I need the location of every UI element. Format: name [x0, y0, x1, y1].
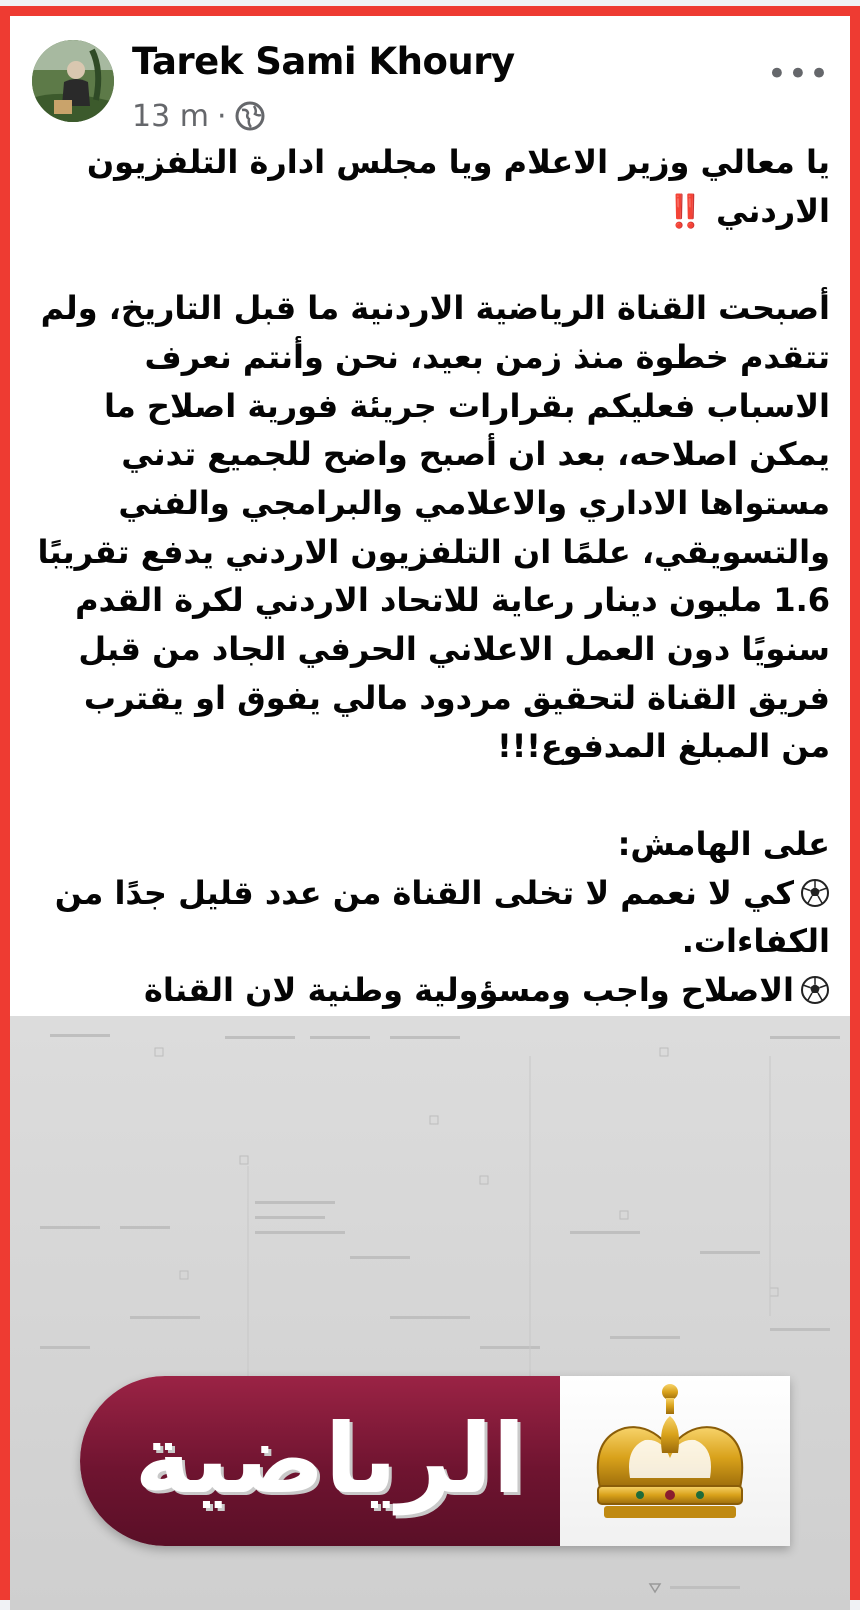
margin-title: على الهامش:	[617, 824, 830, 863]
double-exclamation-icon: ‼️	[664, 191, 705, 230]
post-meta	[132, 98, 266, 134]
post-image[interactable]	[10, 1016, 850, 1610]
post-line-1: يا معالي وزير الاعلام ويا مجلس ادارة التلفزيون	[86, 143, 830, 181]
globe-icon[interactable]	[234, 100, 266, 132]
meta-separator: ·	[216, 98, 227, 134]
author-name[interactable]: Tarek Sami Khoury	[132, 40, 515, 83]
author-avatar[interactable]	[32, 40, 114, 122]
paragraph-gap	[30, 771, 830, 820]
post-card	[0, 6, 860, 1600]
post-header	[24, 32, 836, 132]
post-time[interactable]: 13 m	[132, 98, 209, 134]
soccer-ball-icon	[800, 878, 830, 908]
logo-maroon-panel	[80, 1376, 560, 1546]
post-body	[30, 138, 830, 1063]
bullet-item-2: الاصلاح واجب ومسؤولية وطنية لان القناة	[30, 966, 830, 1063]
channel-logo-banner	[80, 1376, 790, 1546]
more-options-button[interactable]: •••	[766, 54, 830, 94]
post-paragraph-main: أصبحت القناة الرياضية الاردنية ما قبل التاريخ، ولم تتقدم خطوة منذ زمن بعيد، نحن وأنتم نعرف الاسباب فعليكم بقرارات جريئة فورية اصلاح ما يمكن اصلاحه، بعد ان أصبح واضح للجميع تدني مستواها الاداري والاعلامي والبرامجي والفني والتسويقي، علمًا ان التلفزيون الاردني يدفع تقريبًا 1.6 مليون دينار رعاية للاتحاد الاردني لكرة القدم سنويًا دون العمل الاعلاني الحرفي الجاد من قبل فريق القناة لتحقيق مردود مالي يفوق او يقترب من المبلغ المدفوع!!!	[37, 289, 830, 766]
post-line-2: الاردني ‼️	[664, 191, 830, 230]
bullet-item-1: كي لا نعمم لا تخلى القناة من عدد قليل جدًا من الكفاءات.	[54, 873, 830, 961]
avatar-photo	[32, 40, 114, 122]
channel-logo-text: الرياضية	[134, 1403, 526, 1515]
royal-crown-icon	[570, 1378, 770, 1538]
soccer-ball-icon	[800, 975, 830, 1005]
paragraph-gap	[30, 235, 830, 284]
